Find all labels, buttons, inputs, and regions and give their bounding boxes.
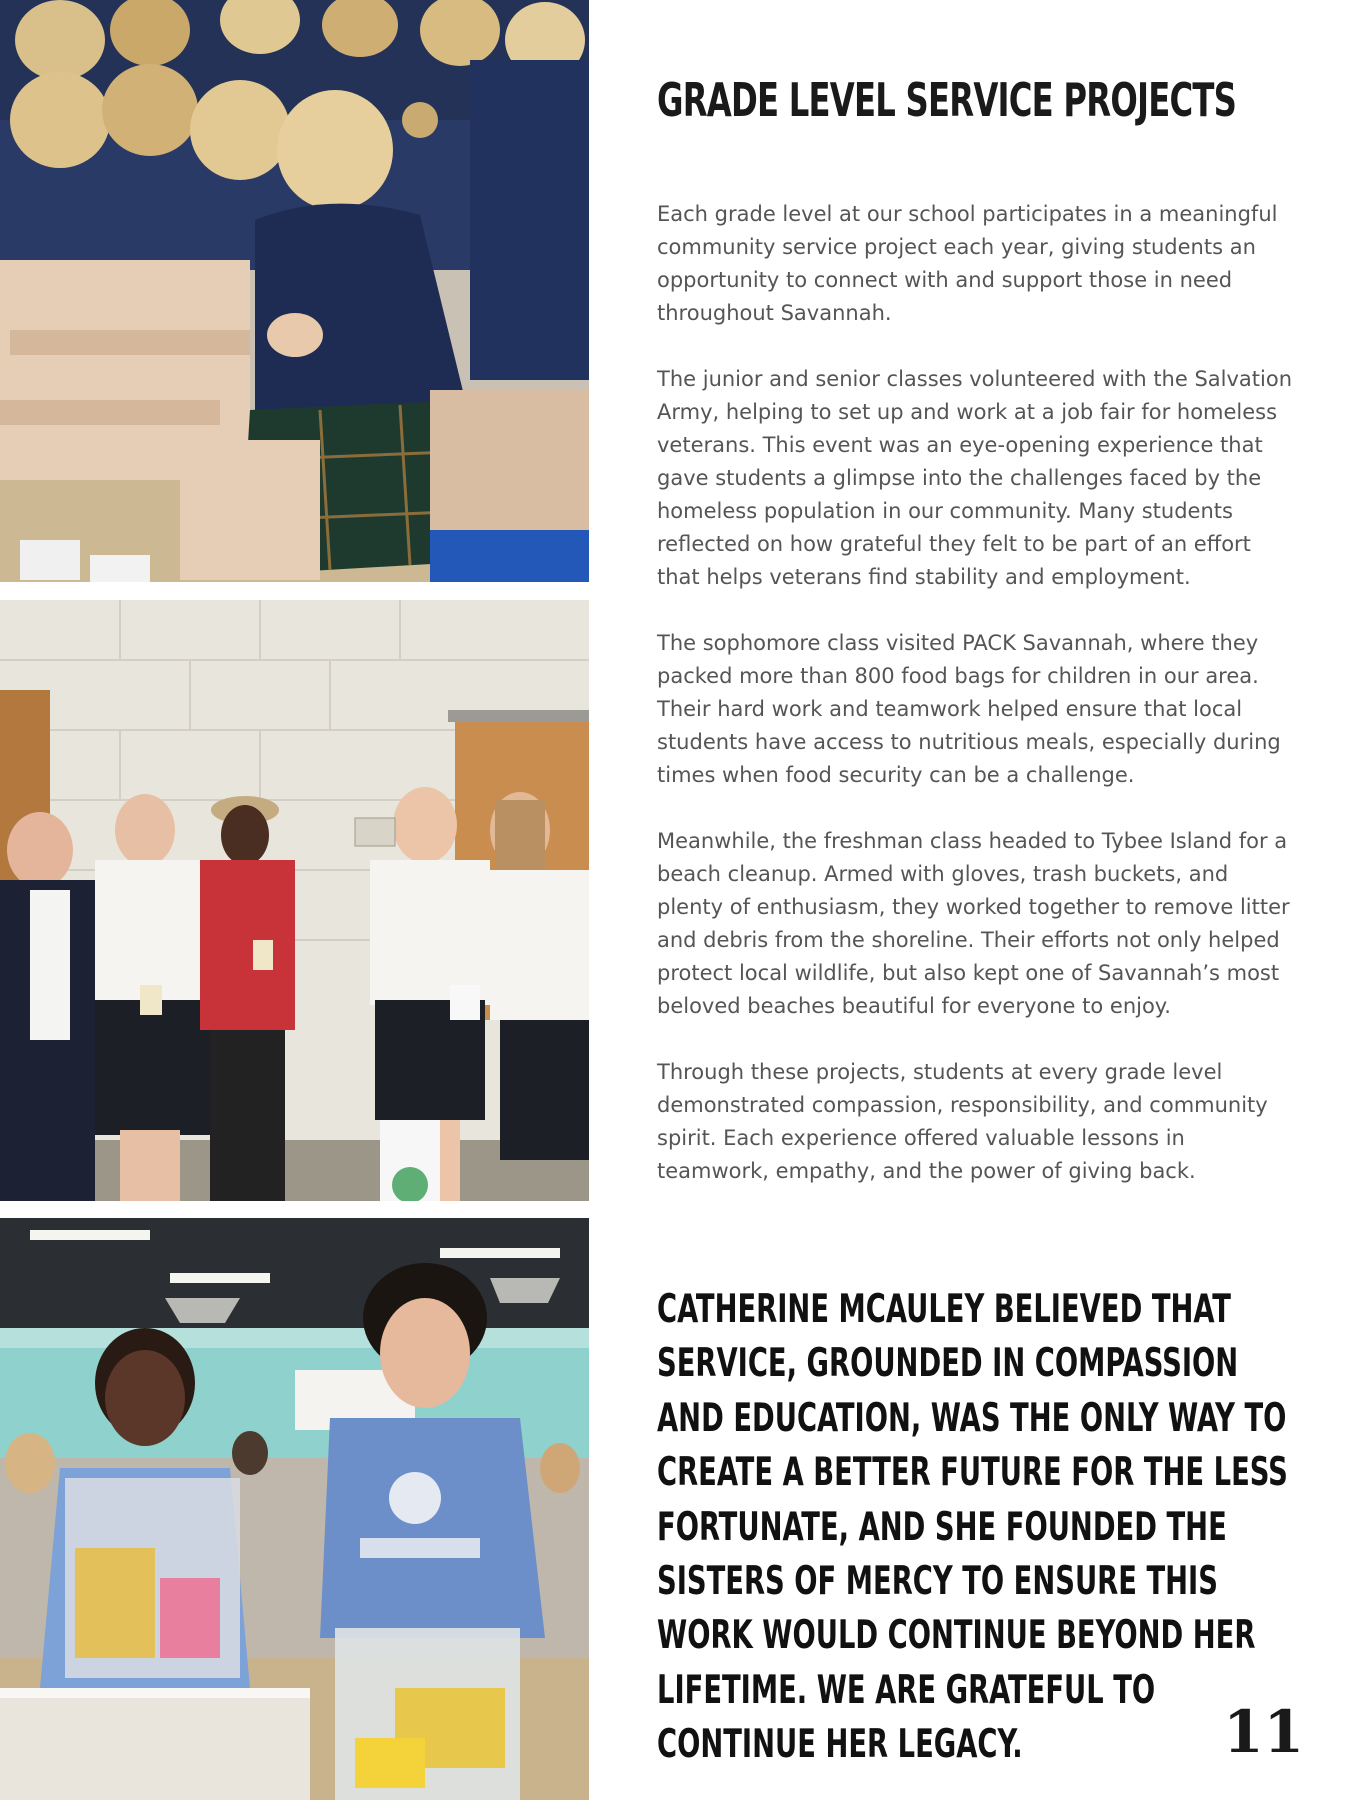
photo-food-bags-image <box>0 1218 589 1800</box>
page-number: 11 <box>1223 1698 1304 1766</box>
paragraph-intro: Each grade level at our school participates in a meaningful community service project each year, giving students an opportunity to connect with and support those in need throughout Savannah. <box>657 202 1278 325</box>
photo-group-job-fair <box>0 600 589 1201</box>
photo-students-praying <box>0 0 589 582</box>
photo-students-praying-image <box>0 0 589 582</box>
paragraph-conclusion: Through these projects, students at every grade level demonstrated compassion, responsibility, and community spirit. Each experience offered valuable lessons in teamwork, empathy, and the power of giving back. <box>657 1060 1268 1183</box>
pull-quote: CATHERINE MCAULEY BELIEVED THAT SERVICE, GROUNDED IN COMPASSION AND EDUCATION, WAS THE ONLY WAY TO CREATE A BETTER FUTURE FOR THE LESS FORTUNATE, AND SHE FOUNDED THE SISTERS OF MERCY TO ENSURE THIS WORK WOULD CONTINUE BEYOND HER LIFETIME. WE ARE GRATEFUL TO CONTINUE HER LEGACY. <box>657 1287 1288 1768</box>
paragraph-junior-senior: The junior and senior classes volunteered with the Salvation Army, helping to set up and work at a job fair for homeless veterans. This event was an eye-opening experience that gave students a glimpse into the challenges faced by the homeless population in our community. Many students reflected on how grateful they felt to be part of an effort that helps veterans find stability and employment. <box>657 367 1293 589</box>
paragraph-freshman: Meanwhile, the freshman class headed to Tybee Island for a beach cleanup. Armed with gloves, trash buckets, and plenty of enthusiasm, they worked together to remove litter and debris from the shoreline. Their efforts not only helped protect local wildlife, but also kept one of Savannah’s most beloved beaches beautiful for everyone to enjoy. <box>657 829 1290 1018</box>
article-body <box>657 198 1293 1221</box>
photo-food-bags <box>0 1218 589 1800</box>
paragraph-sophomore: The sophomore class visited PACK Savannah, where they packed more than 800 food bags for children in our area. Their hard work and teamwork helped ensure that local students have access to nutritious meals, especially during times when food security can be a challenge. <box>657 631 1281 787</box>
photo-group-job-fair-image <box>0 600 589 1201</box>
page-title: GRADE LEVEL SERVICE PROJECTS <box>657 73 1237 127</box>
